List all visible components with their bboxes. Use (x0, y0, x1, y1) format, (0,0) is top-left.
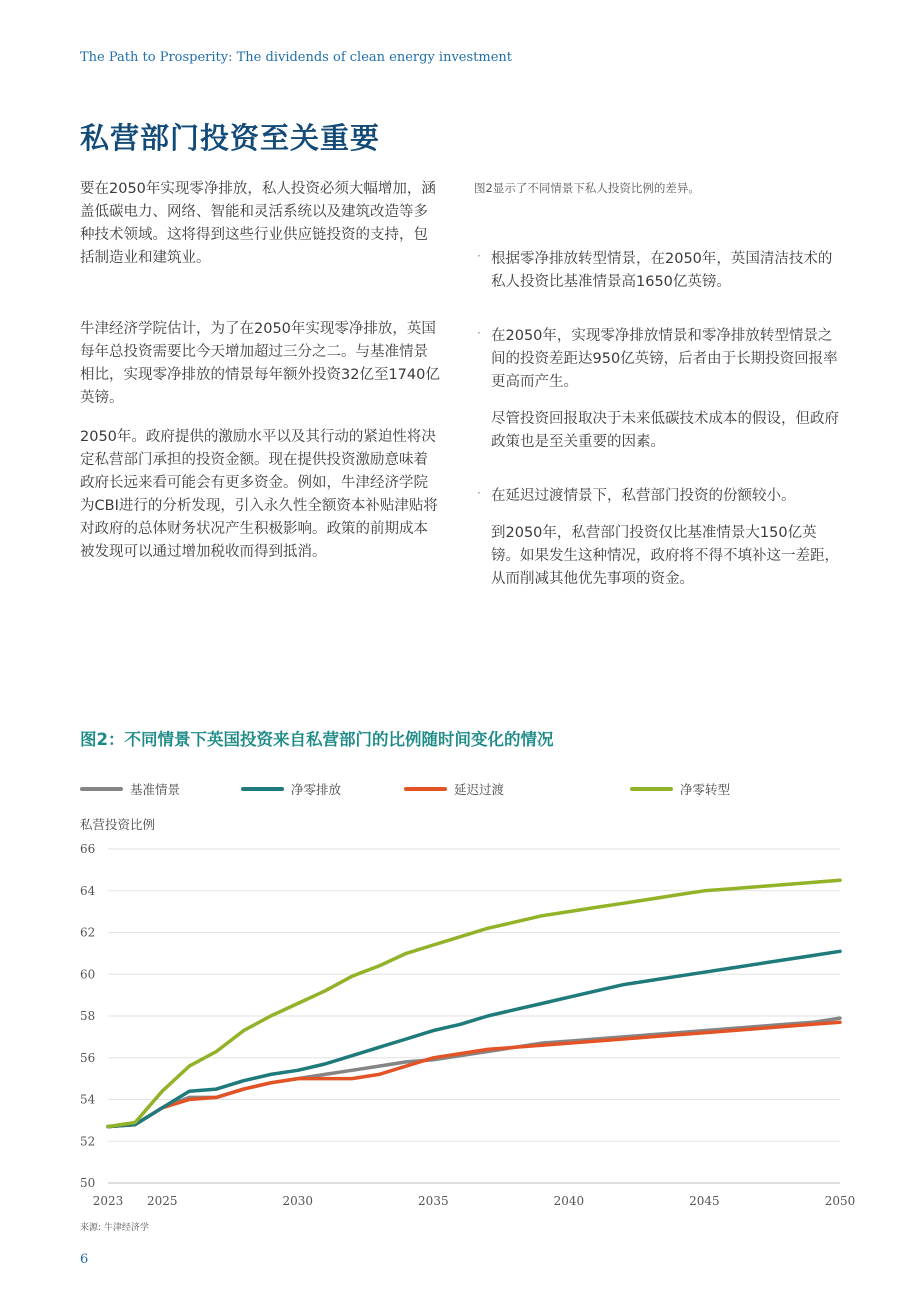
x-tick-label: 2045 (689, 1194, 720, 1208)
series-line (108, 951, 840, 1126)
y-tick-label: 56 (80, 1050, 96, 1065)
legend-item-delayed (404, 780, 504, 798)
legend-swatch (630, 787, 673, 791)
bullet-text: 在2050年，实现零净排放情景和零净排放转型情景之间的投资差距达950亿英镑，后者由于长期投资回报率更高而产生。 (491, 328, 838, 390)
y-tick-label: 64 (80, 883, 96, 898)
right-column (474, 180, 844, 591)
x-tick-label: 2030 (282, 1194, 314, 1208)
chart-series (108, 880, 840, 1126)
bullet-marker: · (477, 486, 481, 500)
bullet-marker: · (477, 249, 481, 263)
figure-title: 图2：不同情景下英国投资来自私营部门的比例随时间变化的情况 (80, 730, 554, 749)
legend-label: 净零排放 (291, 782, 342, 797)
series-line (108, 1022, 840, 1126)
x-tick-label: 2035 (418, 1194, 449, 1208)
legend-swatch (241, 787, 284, 791)
x-tick-label: 2050 (824, 1194, 856, 1208)
legend-swatch (80, 787, 123, 791)
legend-label: 基准情景 (130, 782, 181, 797)
legend-label: 净零转型 (680, 782, 731, 797)
left-column (80, 178, 442, 564)
legend-swatch (404, 787, 447, 791)
bullet-extra-text: 到2050年，私营部门投资仅比基准情景大150亿英镑。如果发生这种情况，政府将不得不填补这一差距，从而削减其他优先事项的资金。 (491, 525, 839, 587)
bullet-text: 在延迟过渡情景下，私营部门投资的份额较小。 (491, 488, 796, 504)
chart-ticks (80, 842, 855, 1208)
legend-item-net-zero (241, 780, 341, 798)
legend-label: 延迟过渡 (454, 782, 505, 797)
legend-item-baseline (80, 780, 180, 798)
y-tick-label: 50 (80, 1176, 96, 1190)
y-tick-label: 52 (80, 1134, 96, 1149)
y-tick-label: 60 (80, 967, 96, 982)
left-paragraph-2: 牛津经济学院估计，为了在2050年实现零净排放，英国每年总投资需要比今天增加超过三分之二。与基准情景相比，实现零净排放的情景每年额外投资32亿至1740亿英镑。 (80, 321, 440, 406)
figure-intro-text: 图2显示了不同情景下私人投资比例的差异。 (474, 181, 700, 195)
bullet-marker: · (477, 326, 481, 340)
left-paragraph-1: 要在2050年实现零净排放，私人投资必须大幅增加，涵盖低碳电力、网络、智能和灵活系统以及建筑改造等多种技术领域。这将得到这些行业供应链投资的支持，包括制造业和建筑业。 (80, 181, 436, 266)
bullet-extra-text: 尽管投资回报取决于未来低碳技术成本的假设，但政府政策也是至关重要的因素。 (491, 411, 839, 450)
bullet-item-3 (474, 485, 844, 591)
report-header-title: The Path to Prosperity: The dividends of clean energy investment (80, 50, 512, 65)
chart-legend (0, 780, 920, 800)
figure-source: 来源: 牛津经济学 (80, 1223, 149, 1233)
page-number: 6 (80, 1252, 89, 1267)
x-tick-label: 2040 (553, 1194, 585, 1208)
x-tick-label: 2023 (92, 1194, 124, 1208)
left-paragraph-3: 2050年。政府提供的激励水平以及其行动的紧迫性将决定私营部门承担的投资金额。现在提供投资激励意味着政府长远来看可能会有更多资金。例如，牛津经济学院为CBI进行的分析发现，引入永久性全额资本补贴津贴将对政府的总体财务状况产生积极影响。政策的前期成本被发现可以通过增加税收而得到抵消。 (80, 429, 438, 560)
series-line (108, 1018, 840, 1127)
y-tick-label: 54 (80, 1092, 96, 1107)
page-title: 私营部门投资至关重要 (80, 121, 381, 155)
bullet-item-1 (474, 248, 844, 294)
y-axis-label: 私营投资比例 (80, 817, 156, 832)
x-tick-label: 2025 (146, 1194, 178, 1208)
y-tick-label: 62 (80, 925, 96, 940)
bullet-text: 根据零净排放转型情景，在2050年，英国清洁技术的私人投资比基准情景高1650亿英镑。 (491, 251, 833, 290)
y-tick-label: 66 (80, 842, 96, 856)
bullet-item-2 (474, 325, 844, 454)
y-tick-label: 58 (80, 1009, 96, 1023)
legend-item-transition (630, 780, 730, 798)
chart-grid (108, 849, 840, 1183)
line-chart (0, 830, 920, 1215)
